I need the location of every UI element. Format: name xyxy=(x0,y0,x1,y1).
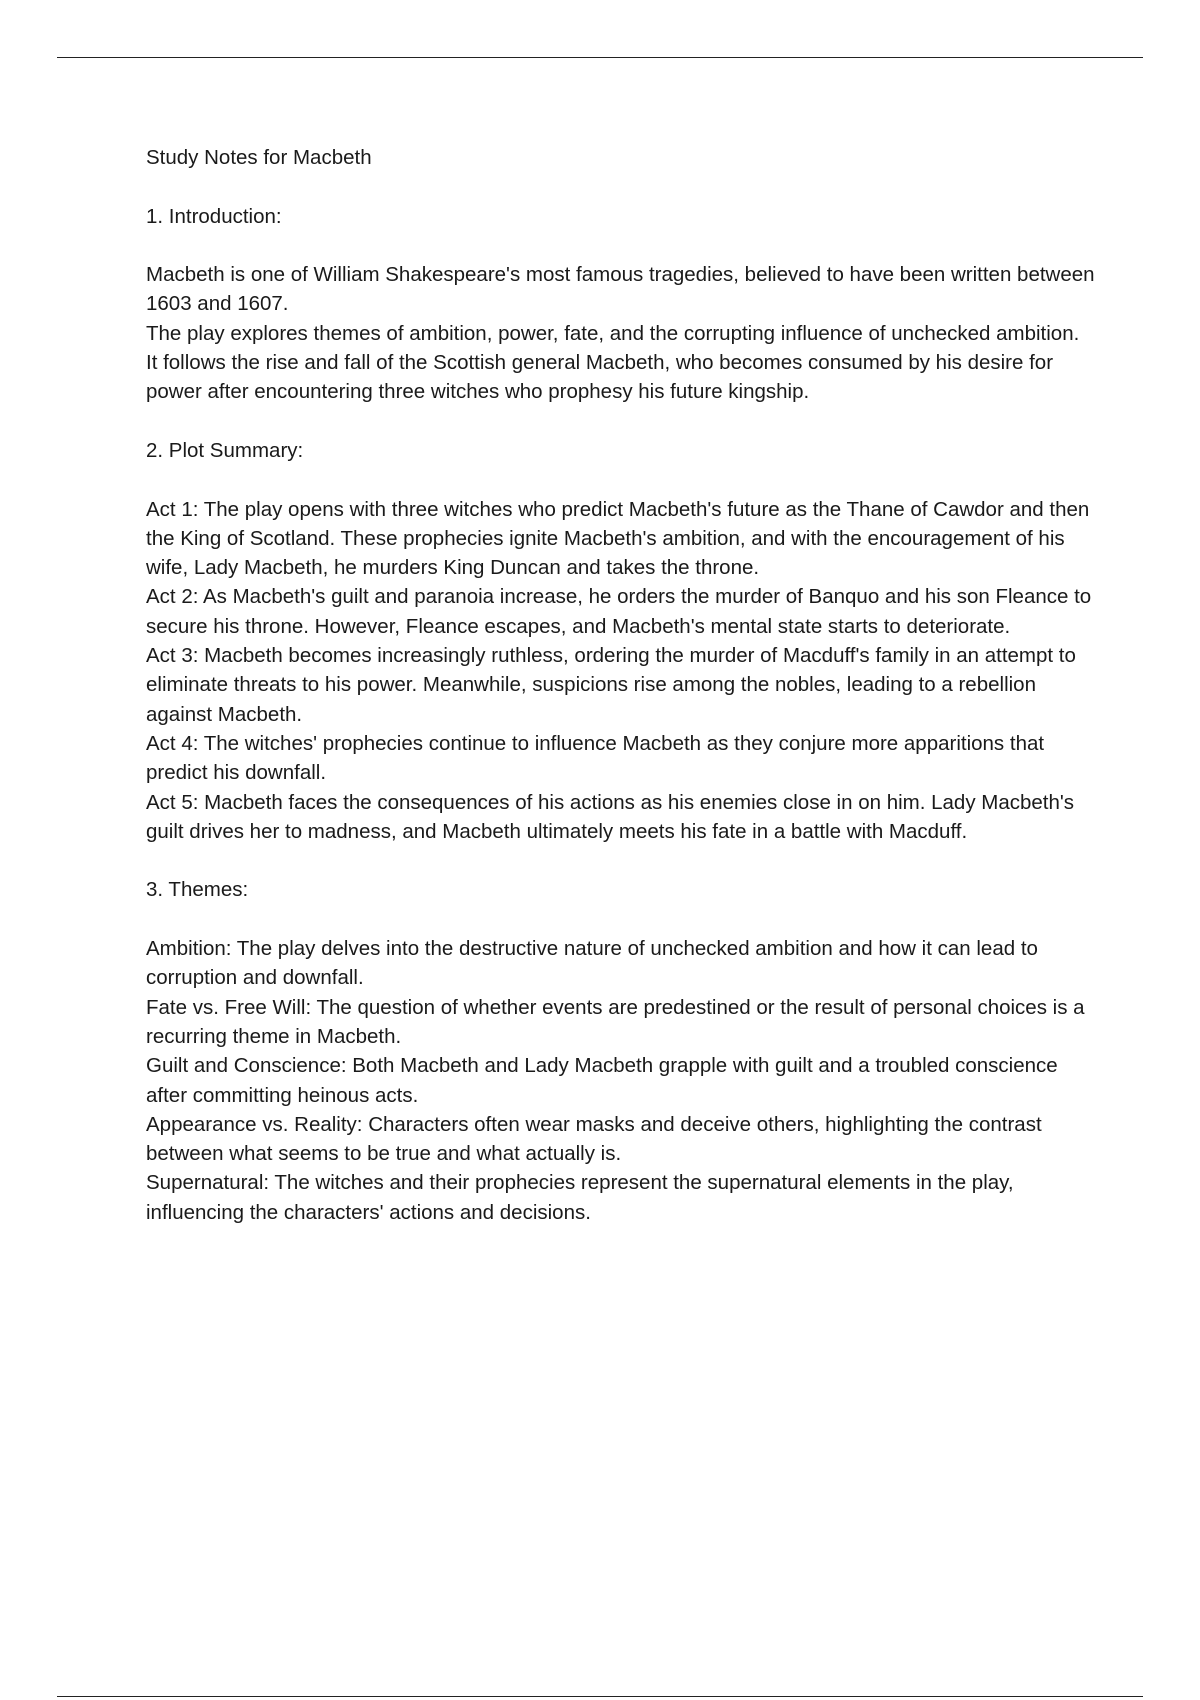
paragraph: Appearance vs. Reality: Characters often wear masks and deceive others, highlighting the contrast between what seems to be true and what actually is. xyxy=(146,1112,1042,1166)
paragraph: Act 1: The play opens with three witches who predict Macbeth's future as the Thane of Cawdor and then the King of Scotland. These prophecies ignite Macbeth's ambition, and with the encouragement of his wife, Lady Macbeth, he murders King Duncan and takes the throne. xyxy=(146,497,1090,580)
section-heading-themes: 3. Themes: xyxy=(146,878,249,902)
paragraph: Act 3: Macbeth becomes increasingly ruthless, ordering the murder of Macduff's family in an attempt to eliminate threats to his power. Meanwhile, suspicions rise among the nobles, leading to a rebellion against Macbeth. xyxy=(146,644,1076,726)
paragraph: The play explores themes of ambition, power, fate, and the corrupting influence of unchecked ambition. xyxy=(146,321,1080,345)
paragraph: Act 2: As Macbeth's guilt and paranoia increase, he orders the murder of Banquo and his son Fleance to secure his throne. However, Fleance escapes, and Macbeth's mental state starts to deteriorate. xyxy=(146,585,1092,638)
document-title: Study Notes for Macbeth xyxy=(146,146,372,169)
bottom-divider xyxy=(57,1696,1143,1697)
paragraph: Act 5: Macbeth faces the consequences of his actions as his enemies close in on him. Lady Macbeth's guilt drives her to madness, and Macbeth ultimately meets his fate in a battle with Macduff. xyxy=(146,790,1075,843)
paragraph: Fate vs. Free Will: The question of whether events are predestined or the result of personal choices is a recurring theme in Macbeth. xyxy=(146,995,1085,1048)
paragraph: Macbeth is one of William Shakespeare's most famous tragedies, believed to have been written between 1603 and 1607. xyxy=(146,263,1095,316)
paragraph: Act 4: The witches' prophecies continue to influence Macbeth as they conjure more apparitions that predict his downfall. xyxy=(146,731,1045,785)
top-divider xyxy=(57,57,1143,58)
section-plot-summary xyxy=(146,495,1096,847)
paragraph: Supernatural: The witches and their prophecies represent the supernatural elements in the play, influencing the characters' actions and decisions. xyxy=(146,1171,1014,1224)
document-body xyxy=(146,143,1096,1256)
section-heading-introduction: 1. Introduction: xyxy=(146,204,282,228)
paragraph: Ambition: The play delves into the destructive nature of unchecked ambition and how it can lead to corruption and downfall. xyxy=(146,937,1038,990)
section-themes xyxy=(146,934,1096,1227)
section-heading-plot-summary: 2. Plot Summary: xyxy=(146,438,304,462)
section-introduction xyxy=(146,260,1096,406)
paragraph: Guilt and Conscience: Both Macbeth and Lady Macbeth grapple with guilt and a troubled conscience after committing heinous acts. xyxy=(146,1054,1058,1107)
paragraph: It follows the rise and fall of the Scottish general Macbeth, who becomes consumed by his desire for power after encountering three witches who prophesy his future kingship. xyxy=(146,351,1054,404)
